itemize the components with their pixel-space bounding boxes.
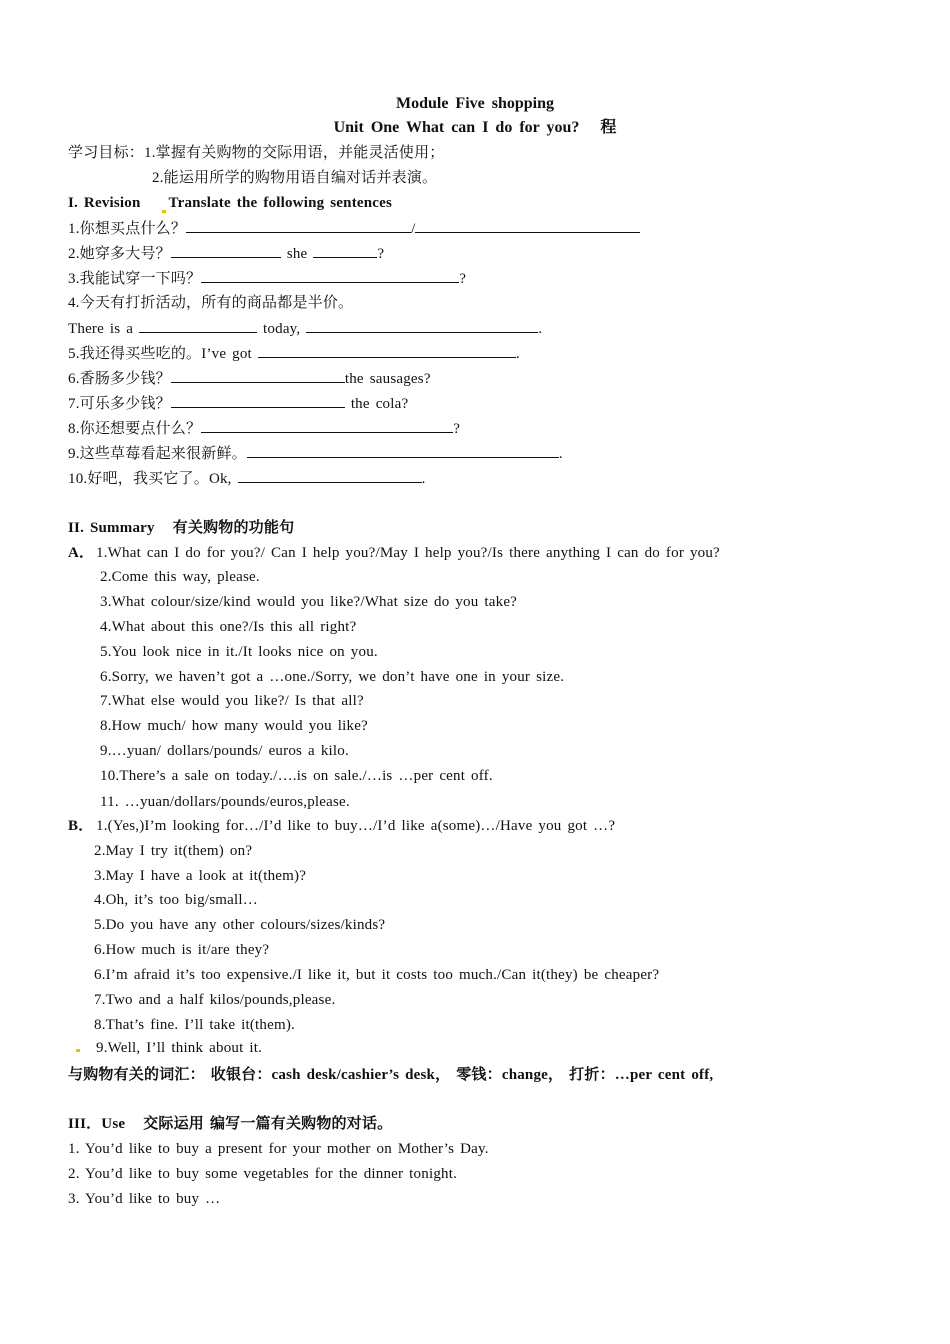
list-item: 4.What about this one?/Is this all right? [100,619,357,635]
answer-blank[interactable] [186,218,411,233]
highlight-mark [162,210,166,213]
question-9-end: . [558,446,563,462]
answer-blank[interactable] [238,468,422,483]
question-6-end: the sausages? [344,371,431,387]
question-8-prompt: 8.你还想要点什么？ [68,421,202,437]
list-item: 11. …yuan/dollars/pounds/euros,please. [100,794,350,810]
question-1 [68,218,640,239]
question-4: 4.今天有打折活动，所有的商品都是半价。 [68,295,354,311]
answer-blank[interactable] [171,393,345,408]
question-2-mid: she [286,246,308,262]
answer-blank[interactable] [313,243,377,258]
answer-blank[interactable] [201,418,453,433]
unit-title-text: Unit One What can I do for you? [333,119,580,136]
question-1-separator: / [411,221,416,237]
list-item: 7.What else would you like?/ Is that all? [100,693,364,709]
question-2-end: ? [377,246,385,262]
list-item: 6.Sorry, we haven’t got a …one./Sorry, we don’t have one in your size. [100,669,565,685]
list-item: 1.What can I do for you?/ Can I help you?/May I help you?/Is there anything I can do for you? [96,545,720,561]
section3-title: III．Use [68,1116,126,1132]
section3-heading [68,1114,392,1134]
list-item: 2.May I try it(them) on? [94,843,253,859]
question-2-prompt: 2.她穿多大号？ [68,246,171,262]
task-item: 2. You’d like to buy some vegetables for the dinner tonight. [68,1166,458,1182]
question-1-prompt: 1.你想买点什么？ [68,221,187,237]
section1-title: I. Revision [68,195,141,211]
answer-blank[interactable] [306,318,538,333]
question-6-prompt: 6.香肠多少钱？ [68,371,171,387]
question-5-end: . [515,346,520,362]
question-7-end: the cola? [350,396,409,412]
unit-title-suffix: 程 [600,119,617,136]
highlight-mark [76,1049,80,1052]
list-item: 2.Come this way, please. [100,569,260,585]
list-item: 9.…yuan/ dollars/pounds/ euros a kilo. [100,743,349,759]
answer-blank[interactable] [171,243,281,258]
question-3-prompt: 3.我能试穿一下吗？ [68,271,202,287]
list-a-label: A． [68,545,95,561]
answer-blank[interactable] [139,318,257,333]
task-item: 1. You’d like to buy a present for your mother on Mother’s Day. [68,1141,489,1157]
unit-title [0,117,950,139]
list-item: 9.Well, I’ll think about it. [96,1040,263,1056]
list-item: 7.Two and a half kilos/pounds,please. [94,992,336,1008]
question-6 [68,368,431,389]
question-5-prompt: 5.我还得买些吃的。I’ve got [68,346,252,362]
list-item: 10.There’s a sale on today./….is on sale./…is …per cent off. [100,768,493,784]
question-4-there: There is a [68,321,134,337]
objective-2: 2.能运用所学的购物用语自编对话并表演。 [152,170,438,186]
list-item: 3.May I have a look at it(them)? [94,868,307,884]
section2-title: II. Summary [68,520,155,536]
question-10-end: . [421,471,426,487]
question-9 [68,443,563,464]
answer-blank[interactable] [201,268,459,283]
question-4-today: today, [263,321,301,337]
list-b-label: B． [68,818,94,834]
section2-subtitle: 有关购物的功能句 [172,520,295,536]
list-item: 5.Do you have any other colours/sizes/kinds? [94,917,386,933]
objective-1: 1.掌握有关购物的交际用语，并能灵活使用； [144,145,445,161]
question-5 [68,343,520,364]
list-item: 6.I’m afraid it’s too expensive./I like it, but it costs too much./Can it(they) be cheaper? [94,967,660,983]
question-2 [68,243,384,264]
list-item: 8.That’s fine. I’ll take it(them). [94,1017,295,1033]
answer-blank[interactable] [171,368,345,383]
list-item: 5.You look nice in it./It looks nice on you. [100,644,378,660]
list-item: 3.What colour/size/kind would you like?/What size do you take? [100,594,518,610]
module-title: Module Five shopping [395,95,555,112]
question-8-end: ? [453,421,461,437]
section1-heading [68,193,392,213]
question-10-prompt: 10.好吧，我买它了。Ok, [68,471,232,487]
list-item: 4.Oh, it’s too big/small… [94,892,258,908]
answer-blank[interactable] [247,443,559,458]
list-item: 1.(Yes,)I’m looking for…/I’d like to buy…/I’d like a(some)…/Have you got …? [96,818,616,834]
section3-subtitle: 交际运用 编写一篇有关购物的对话。 [143,1116,393,1132]
objectives-line-1 [68,143,444,163]
objectives-label: 学习目标： [68,145,145,161]
question-8 [68,418,460,439]
answer-blank[interactable] [415,218,640,233]
section1-instruction: Translate the following sentences [168,195,393,211]
task-item: 3. You’d like to buy … [68,1191,221,1207]
question-4-end: . [538,321,543,337]
answer-blank[interactable] [258,343,516,358]
question-7-prompt: 7.可乐多少钱？ [68,396,171,412]
question-4-line-2 [68,318,542,339]
question-3-end: ? [459,271,467,287]
vocabulary-line: 与购物有关的词汇： 收银台：cash desk/cashier’s desk， 零钱：change， 打折：…per cent off, [68,1067,714,1083]
question-9-prompt: 9.这些草莓看起来很新鲜。 [68,446,247,462]
question-10 [68,468,426,489]
question-7 [68,393,408,414]
question-3 [68,268,466,289]
list-item: 6.How much is it/are they? [94,942,270,958]
section2-heading [68,518,294,538]
list-item: 8.How much/ how many would you like? [100,718,368,734]
